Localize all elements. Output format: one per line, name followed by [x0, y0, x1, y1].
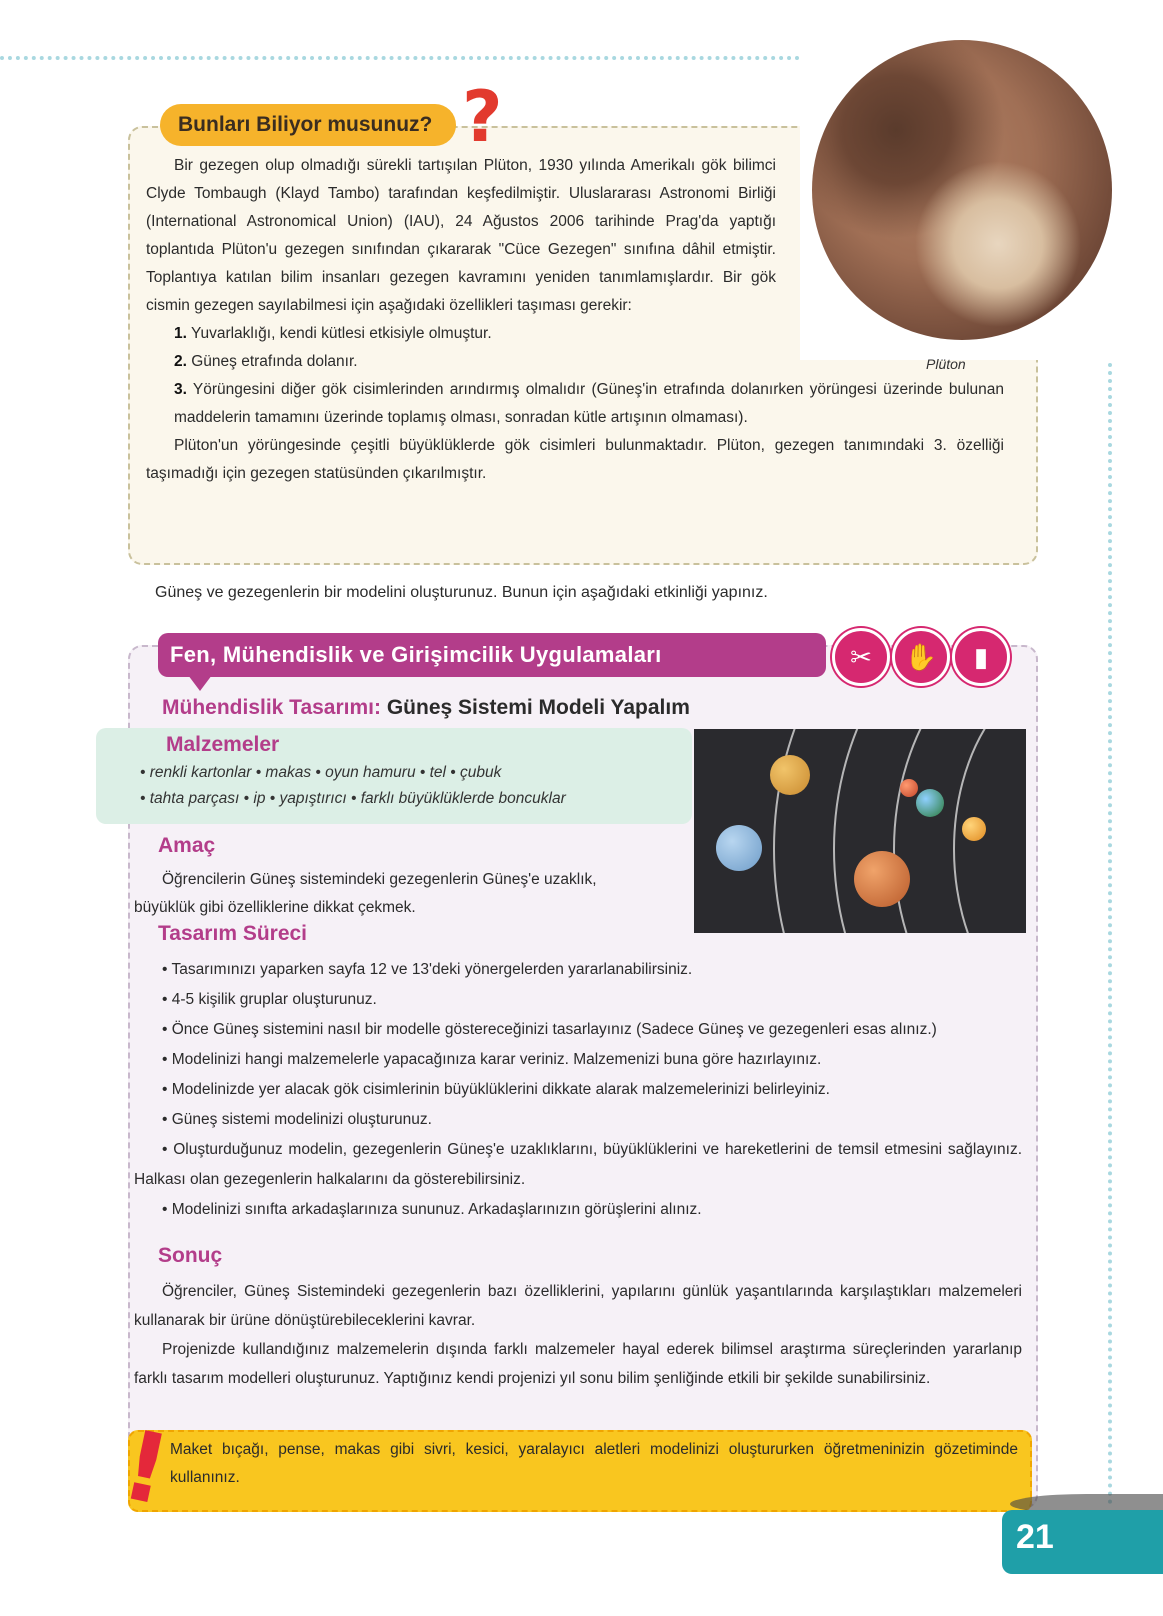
- result-text: [134, 1277, 1022, 1393]
- materials-line-1: • renkli kartonlar • makas • oyun hamuru • tel • çubuk: [140, 764, 502, 781]
- neptune-model: [716, 825, 762, 871]
- result-paragraph-1: Öğrenciler, Güneş Sistemindeki gezegenlerin bazı özelliklerini, yapılarını günlük yaşantılarında karşılaştıkları malzemeleri kullanarak bir ürüne dönüştürebileceklerini kavrar.: [134, 1283, 1022, 1329]
- info-box-text: [146, 152, 1004, 488]
- question-mark-icon: ?: [462, 76, 503, 158]
- process-title: Tasarım Süreci: [158, 922, 308, 945]
- result-title: Sonuç: [158, 1244, 223, 1267]
- solar-system-model-image: [694, 729, 1026, 933]
- pluto-caption: Plüton: [926, 356, 966, 372]
- fmg-banner-tail: [188, 675, 212, 691]
- aim-text: Öğrencilerin Güneş sistemindeki gezegenlerin Güneş'e uzaklık, büyüklük gibi özelliklerine dikkat çekmek.: [134, 871, 597, 916]
- warning-text: Maket bıçağı, pense, makas gibi sivri, kesici, yaralayıcı aletleri modelinizi oluştururken öğretmeninizin gözetiminde kullanınız.: [170, 1441, 1018, 1486]
- criteria-item-1: 1. Yuvarlaklığı, kendi kütlesi etkisiyle olmuştur.: [174, 325, 492, 342]
- fmg-banner: Fen, Mühendislik ve Girişimcilik Uygulamaları: [158, 633, 826, 677]
- activity-intro: Güneş ve gezegenlerin bir modelini oluşturunuz. Bunun için aşağıdaki etkinliği yapınız.: [155, 584, 768, 601]
- list-item: • Modelinizi sınıfta arkadaşlarınıza sununuz. Arkadaşlarınızın görüşlerini alınız.: [162, 1201, 702, 1218]
- mars-model: [900, 779, 918, 797]
- aim-title: Amaç: [158, 834, 216, 857]
- earth-model: [916, 789, 944, 817]
- scissors-icon: ✂: [832, 628, 890, 686]
- list-item: • Oluşturduğunuz modelin, gezegenlerin Güneş'e uzaklıklarını, büyüklüklerini ve hareketlerini de temsil etmesini sağlayınız. Halkası olan gezegenlerin halkalarını da gösterebilirsiniz.: [134, 1141, 1022, 1188]
- list-item: • 4-5 kişilik gruplar oluşturunuz.: [162, 991, 377, 1008]
- top-dotted-line: [0, 56, 800, 60]
- venus-model: [962, 817, 986, 841]
- saturn-model: [770, 755, 810, 795]
- materials-line-2: • tahta parçası • ip • yapıştırıcı • farklı büyüklüklerde boncuklar: [140, 790, 566, 807]
- list-item: • Güneş sistemi modelinizi oluşturunuz.: [162, 1111, 432, 1128]
- info-box-title: Bunları Biliyor musunuz?: [160, 104, 456, 146]
- list-item: • Tasarımınızı yaparken sayfa 12 ve 13'deki yönergelerden yararlanabilirsiniz.: [162, 961, 693, 978]
- hands-icon: ✋: [892, 628, 950, 686]
- list-item: • Önce Güneş sistemini nasıl bir modelle göstereceğinizi tasarlayınız (Sadece Güneş ve gezegenleri esas alınız.): [162, 1021, 937, 1038]
- result-paragraph-2: Projenizde kullandığınız malzemelerin dışında farklı malzemeler hayal ederek bilimsel araştırma süreçlerinden yararlanıp farklı tasarım modelleri oluşturunuz. Yaptığınız kendi projenizi yıl sonu bilim şenliğinde etkili bir şekilde sunabilirsiniz.: [134, 1341, 1022, 1387]
- exclamation-icon: !: [112, 1408, 179, 1528]
- info-paragraph-2: Plüton'un yörüngesinde çeşitli büyüklüklerde gök cisimleri bulunmaktadır. Plüton, gezegen tanımındaki 3. özelliği taşımadığı için gezegen statüsünden çıkarılmıştır.: [146, 437, 1004, 482]
- info-paragraph-1: Bir gezegen olup olmadığı sürekli tartışılan Plüton, 1930 yılında Amerikalı gök bilimci Clyde Tombaugh (Klayd Tambo) tarafından keşfedilmiştir. Uluslararası Astronomi Birliği (International Astronomical Union) (IAU), 24 Ağustos 2006 tarihinde Prag'da yaptığı toplantıda Plüton'u gezegen sınıfından çıkararak "Cüce Gezegen" sınıfına dâhil etmiştir. Toplantıya katılan bilim insanları gezegen kavramını yeniden tanımlamışlardır. Bir gök cismin gezegen sayılabilmesi için aşağıdaki özellikleri taşıması gerekir:: [146, 157, 776, 314]
- list-item: • Modelinizi hangi malzemelerle yapacağınıza karar veriniz. Malzemenizi buna göre hazırlayınız.: [162, 1051, 822, 1068]
- right-dotted-line: [1108, 355, 1112, 1505]
- page-number: 21: [1016, 1518, 1054, 1556]
- criteria-item-2: 2. Güneş etrafında dolanır.: [174, 353, 358, 370]
- process-list: [134, 955, 1022, 1225]
- engineering-subtitle: Mühendislik Tasarımı: Güneş Sistemi Modeli Yapalım: [162, 696, 690, 719]
- jupiter-model: [854, 851, 910, 907]
- list-item: • Modelinizde yer alacak gök cisimlerinin büyüklüklerini dikkate alarak malzemelerinizi belirleyiniz.: [162, 1081, 830, 1098]
- materials-title: Malzemeler: [166, 733, 280, 756]
- glue-icon: ▮: [952, 628, 1010, 686]
- criteria-item-3: 3. Yörüngesini diğer gök cisimlerinden arındırmış olmalıdır (Güneş'in etrafında dolanırken yörüngesi üzerinde bulunan maddelerin tamamını üzerinde toplamış olması, sonradan kütle artışının olmaması).: [174, 381, 1004, 426]
